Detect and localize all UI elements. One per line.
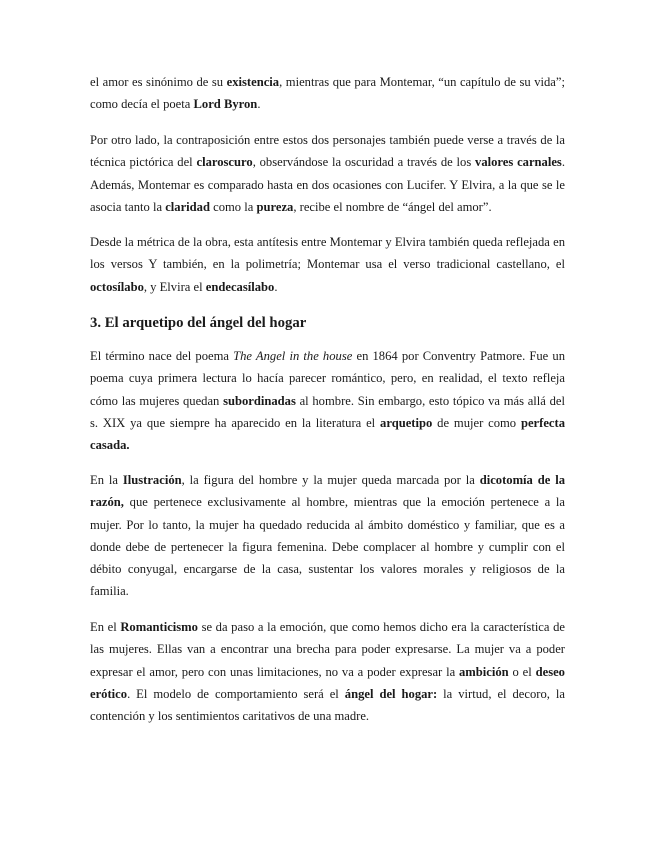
text-run: , recibe el nombre de “ángel del amor”.	[293, 199, 492, 214]
paragraph-angel-in-the-house	[90, 345, 565, 456]
text-run: de mujer como	[432, 415, 521, 430]
bold-angel-del-hogar: ángel del hogar:	[344, 686, 438, 701]
bold-endecasilabo: endecasílabo	[205, 279, 275, 294]
bold-octosilabo: octosílabo	[90, 279, 144, 294]
text-run: se da paso a la emoción, que como hemos dicho era la característica de las mujeres. Ellas van a encontrar una brecha para poder expresarse. La mujer va a poder expresar el amor, pero con unas limitaciones, no va a poder expresar la	[90, 620, 565, 679]
text-run: En el	[90, 620, 121, 634]
text-run: , observándose la oscuridad a través de los	[252, 155, 476, 170]
bold-subordinadas: subordinadas	[223, 393, 296, 408]
paragraph-metrica	[90, 231, 565, 298]
bold-arquetipo: arquetipo	[380, 415, 433, 430]
text-run: El término nace del poema	[90, 349, 234, 363]
italic-poem-title: The Angel in the house	[233, 349, 353, 363]
bold-claroscuro: claroscuro	[196, 155, 253, 170]
text-run: . Además, Montemar es comparado hasta en dos ocasiones con Lucifer. Y Elvira, a la que se le asocia tanto la	[90, 155, 565, 214]
text-run: .	[274, 279, 278, 294]
text-run: Por otro lado, la contraposición entre estos dos personajes también puede verse a través de la técnica pictórica del	[90, 133, 565, 170]
text-run: al hombre. Sin embargo, esto tópico va más allá del s. XIX ya que siempre ha aparecido en la literatura el	[90, 393, 565, 430]
text-run: Desde la métrica de la obra, esta antítesis entre Montemar y Elvira también queda reflejada en los versos Y también, en la polimetría; Montemar usa el verso tradicional castellano, el	[90, 235, 565, 272]
bold-pureza: pureza	[256, 199, 294, 214]
text-run: . El modelo de comportamiento será el	[127, 686, 345, 701]
bold-lord-byron: Lord Byron	[193, 97, 258, 112]
bold-valores-carnales: valores carnales	[475, 155, 562, 170]
paragraph-claroscuro	[90, 129, 565, 218]
paragraph-ilustracion	[90, 469, 565, 603]
bold-ambicion: ambición	[459, 664, 509, 679]
text-run: , mientras que para Montemar, “un capítulo de su vida”; como decía el poeta	[90, 75, 565, 112]
bold-dicotomia-de-la-razon: dicotomía de la razón,	[90, 473, 565, 510]
text-run: , y Elvira el	[143, 279, 206, 294]
text-run: en 1864 por Conventry Patmore. Fue un poema cuya primera lectura lo hacía parecer romántico, pero, en realidad, el texto refleja cómo las mujeres quedan	[90, 349, 565, 408]
text-run: que pertenece exclusivamente al hombre, mientras que la emoción pertenece a la mujer. Por lo tanto, la mujer ha quedado reducida al ámbito doméstico y familiar, que es a donde debe de pertenecer la figura femenina. Debe complacer al hombre y cumplir con el débito conyugal, encargarse de la casa, sustentar los valores morales y religiosos de la familia.	[90, 495, 565, 599]
paragraph-romanticismo	[90, 616, 565, 727]
bold-existencia: existencia	[226, 75, 280, 89]
text-run: el amor es sinónimo de su	[90, 75, 227, 89]
paragraph-byron	[90, 71, 565, 116]
bold-romanticismo: Romanticismo	[120, 620, 198, 634]
text-run: o el	[508, 664, 536, 679]
text-run: como la	[209, 199, 257, 214]
bold-perfecta-casada: perfecta casada.	[90, 415, 566, 453]
bold-claridad: claridad	[165, 199, 210, 214]
bold-deseo-erotico: deseo erótico	[90, 664, 565, 701]
text-run: , la figura del hombre y la mujer queda marcada por la	[181, 473, 480, 487]
bold-ilustracion: Ilustración	[122, 473, 182, 487]
text-run: En la	[90, 473, 123, 487]
section-heading: 3. El arquetipo del ángel del hogar	[90, 315, 307, 331]
text-run: .	[257, 97, 261, 112]
text-run: la virtud, el decoro, la contención y los sentimientos caritativos de una madre.	[90, 686, 565, 724]
